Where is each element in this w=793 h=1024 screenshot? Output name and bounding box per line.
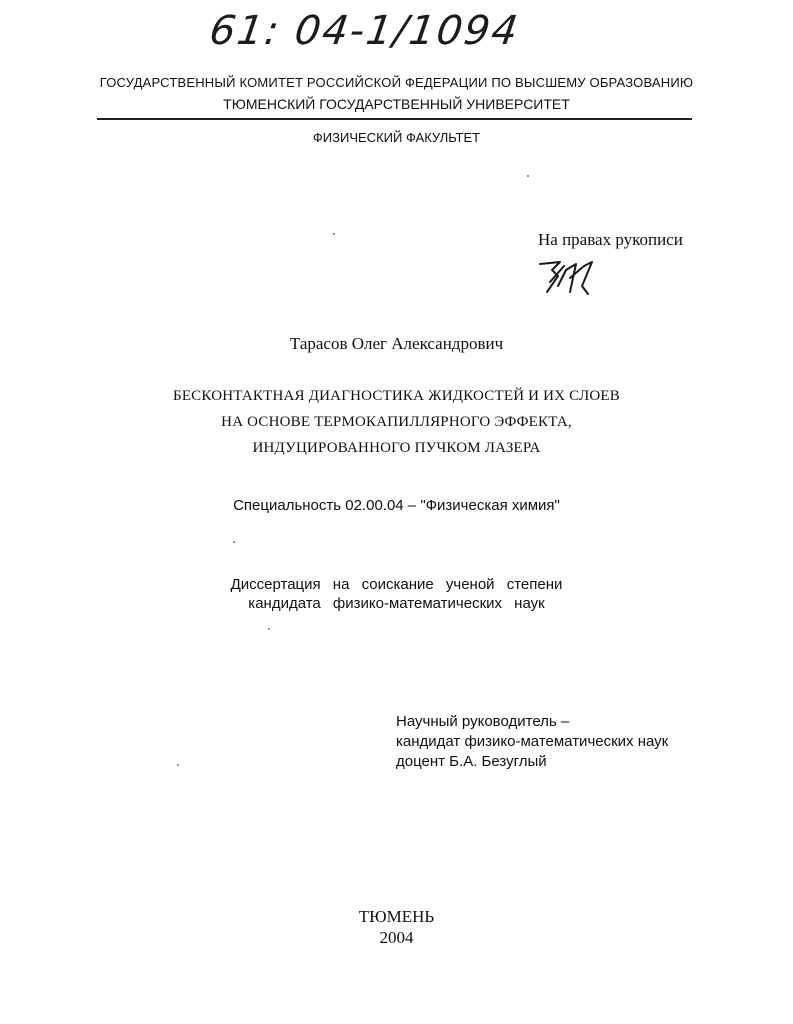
title-line: НА ОСНОВЕ ТЕРМОКАПИЛЛЯРНОГО ЭФФЕКТА, xyxy=(221,414,572,430)
scan-speck xyxy=(177,764,179,766)
archive-stamp: 61: 04-1/1094 xyxy=(206,8,523,54)
supervisor-block xyxy=(396,712,668,772)
manuscript-note: На правах рукописи xyxy=(538,230,683,249)
title-line: БЕСКОНТАКТНАЯ ДИАГНОСТИКА ЖИДКОСТЕЙ И ИХ СЛОЕВ xyxy=(173,388,620,404)
supervisor-line: кандидат физико-математических наук xyxy=(396,733,669,750)
title-line: ИНДУЦИРОВАННОГО ПУЧКОМ ЛАЗЕРА xyxy=(252,440,541,456)
scan-speck xyxy=(527,175,529,177)
dissertation-title xyxy=(0,383,793,461)
scan-speck xyxy=(333,233,335,235)
committee-heading: ГОСУДАРСТВЕННЫЙ КОМИТЕТ РОССИЙСКОЙ ФЕДЕРАЦИИ ПО ВЫСШЕМУ ОБРАЗОВАНИЮ xyxy=(99,75,694,90)
header-divider xyxy=(97,118,692,120)
university-heading: ТЮМЕНСКИЙ ГОСУДАРСТВЕННЫЙ УНИВЕРСИТЕТ xyxy=(223,96,570,112)
supervisor-line: Научный руководитель – xyxy=(396,713,570,730)
city-year xyxy=(0,906,793,948)
scan-speck xyxy=(233,541,235,543)
specialty-line: Специальность 02.00.04 – "Физическая химия" xyxy=(233,497,560,514)
degree-statement xyxy=(0,575,793,613)
scan-speck xyxy=(268,628,270,630)
year: 2004 xyxy=(379,928,414,947)
handwritten-signature xyxy=(538,258,602,296)
degree-line: Диссертация на соискание ученой степени xyxy=(230,576,563,593)
supervisor-line: доцент Б.А. Безуглый xyxy=(396,753,547,770)
faculty-heading: ФИЗИЧЕСКИЙ ФАКУЛЬТЕТ xyxy=(312,130,481,145)
city: ТЮМЕНЬ xyxy=(358,907,435,926)
author-name: Тарасов Олег Александрович xyxy=(289,334,504,353)
degree-line: кандидата физико-математических наук xyxy=(248,595,545,612)
